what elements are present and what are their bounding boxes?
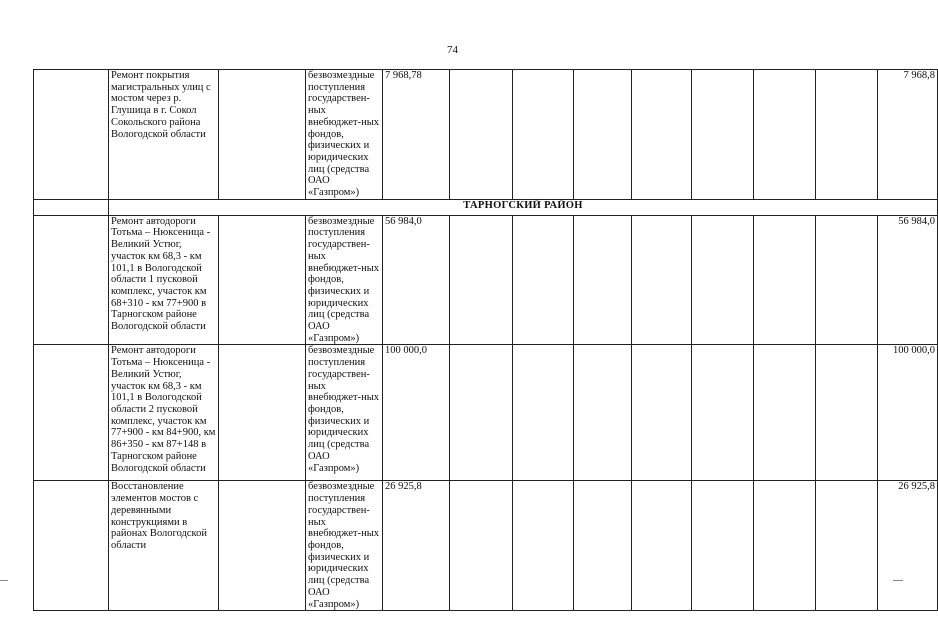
empty-cell — [574, 345, 632, 481]
page-number: 74 — [447, 44, 458, 56]
empty-cell — [574, 481, 632, 611]
empty-cell — [219, 70, 306, 200]
empty-cell — [754, 70, 816, 200]
empty-cell — [219, 215, 306, 345]
cut-mark-left — [0, 580, 8, 581]
empty-cell — [574, 70, 632, 200]
empty-cell — [450, 215, 513, 345]
funding-source: безвозмездные поступления государствен-ных внебюджет-ных фондов, физических и юридических лиц (средства ОАО «Газпром») — [306, 215, 383, 345]
amount-cell: 56 984,0 — [383, 215, 450, 345]
empty-cell — [632, 345, 692, 481]
empty-cell — [816, 215, 878, 345]
table-row — [34, 215, 938, 345]
empty-cell — [816, 70, 878, 200]
empty-cell — [754, 345, 816, 481]
empty-cell — [34, 199, 109, 215]
empty-cell — [574, 215, 632, 345]
amount-cell: 26 925,8 — [383, 481, 450, 611]
table-row — [34, 481, 938, 611]
cut-mark-right — [893, 580, 903, 581]
total-cell: 100 000,0 — [878, 345, 938, 481]
empty-cell — [632, 215, 692, 345]
empty-cell — [632, 70, 692, 200]
project-name: Ремонт автодороги Тотьма – Нюксеница - Великий Устюг, участок км 68,3 - км 101,1 в Вологодской области 2 пусковой комплекс, участок км 77+900 - км 84+900, км 86+350 - км 87+148 в Тарногском районе Вологодской области — [109, 345, 219, 481]
empty-cell — [692, 215, 754, 345]
empty-cell — [816, 345, 878, 481]
empty-cell — [513, 70, 574, 200]
empty-cell — [219, 481, 306, 611]
empty-cell — [34, 345, 109, 481]
empty-cell — [692, 481, 754, 611]
empty-cell — [219, 345, 306, 481]
empty-cell — [450, 345, 513, 481]
funding-source: безвозмездные поступления государствен-ных внебюджет-ных фондов, физических и юридических лиц (средства ОАО «Газпром») — [306, 481, 383, 611]
table-row — [34, 70, 938, 200]
empty-cell — [513, 481, 574, 611]
empty-cell — [513, 345, 574, 481]
amount-cell: 7 968,78 — [383, 70, 450, 200]
section-row — [34, 199, 938, 215]
empty-cell — [632, 481, 692, 611]
empty-cell — [754, 481, 816, 611]
project-name: Ремонт покрытия магистральных улиц с мостом через р. Глушица в г. Сокол Сокольского района Вологодской области — [109, 70, 219, 200]
empty-cell — [816, 481, 878, 611]
budget-table — [33, 69, 938, 611]
empty-cell — [450, 70, 513, 200]
project-name: Восстановление элементов мостов с деревянными конструкциями в районах Вологодской области — [109, 481, 219, 611]
empty-cell — [513, 215, 574, 345]
empty-cell — [692, 70, 754, 200]
section-title: ТАРНОГСКИЙ РАЙОН — [109, 199, 938, 215]
empty-cell — [34, 215, 109, 345]
total-cell: 26 925,8 — [878, 481, 938, 611]
empty-cell — [754, 215, 816, 345]
empty-cell — [692, 345, 754, 481]
table-row — [34, 345, 938, 481]
project-name: Ремонт автодороги Тотьма – Нюксеница - Великий Устюг, участок км 68,3 - км 101,1 в Вологодской области 1 пусковой комплекс, участок км 68+310 - км 77+900 в Тарногском районе Вологодской области — [109, 215, 219, 345]
amount-cell: 100 000,0 — [383, 345, 450, 481]
empty-cell — [34, 70, 109, 200]
total-cell: 56 984,0 — [878, 215, 938, 345]
empty-cell — [450, 481, 513, 611]
empty-cell — [34, 481, 109, 611]
funding-source: безвозмездные поступления государствен-ных внебюджет-ных фондов, физических и юридических лиц (средства ОАО «Газпром») — [306, 345, 383, 481]
funding-source: безвозмездные поступления государствен-ных внебюджет-ных фондов, физических и юридических лиц (средства ОАО «Газпром») — [306, 70, 383, 200]
total-cell: 7 968,8 — [878, 70, 938, 200]
